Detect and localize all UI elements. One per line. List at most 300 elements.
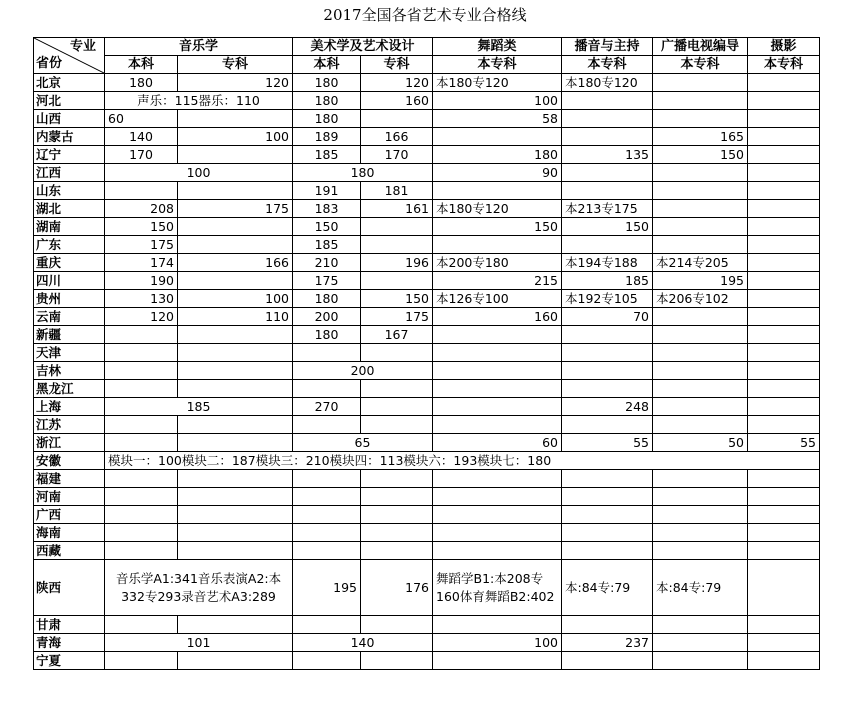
broadcast-cell bbox=[562, 110, 653, 128]
province-cell: 甘肃 bbox=[34, 616, 105, 634]
table-row bbox=[34, 236, 820, 254]
art-bk-cell bbox=[293, 380, 361, 398]
province-cell: 云南 bbox=[34, 308, 105, 326]
table-row bbox=[34, 398, 820, 416]
corner-header-cell bbox=[34, 38, 105, 74]
art-zk-cell: 166 bbox=[361, 128, 433, 146]
dance-cell: 本200专180 bbox=[433, 254, 562, 272]
art-zk-cell bbox=[361, 236, 433, 254]
dance-cell: 150 bbox=[433, 218, 562, 236]
art-bk-cell bbox=[293, 652, 361, 670]
sub-dance: 本专科 bbox=[433, 56, 562, 74]
art-zk-cell bbox=[361, 218, 433, 236]
music-zk-cell: 175 bbox=[178, 200, 293, 218]
province-cell: 浙江 bbox=[34, 434, 105, 452]
art-bk-cell: 150 bbox=[293, 218, 361, 236]
dance-cell bbox=[433, 616, 562, 634]
table-row bbox=[34, 308, 820, 326]
art-bk-cell: 175 bbox=[293, 272, 361, 290]
music-zk-cell bbox=[178, 344, 293, 362]
dance-cell: 本126专100 bbox=[433, 290, 562, 308]
corner-label-major: 专业 bbox=[69, 39, 96, 54]
sub-art-zk: 专科 bbox=[361, 56, 433, 74]
table-row bbox=[34, 634, 820, 652]
art-bk-cell bbox=[293, 524, 361, 542]
dance-cell bbox=[433, 236, 562, 254]
art-zk-cell: 181 bbox=[361, 182, 433, 200]
province-cell: 海南 bbox=[34, 524, 105, 542]
broadcast-cell bbox=[562, 488, 653, 506]
music-bk-cell: 120 bbox=[105, 308, 178, 326]
dance-cell bbox=[433, 128, 562, 146]
dance-cell bbox=[433, 344, 562, 362]
photo-cell bbox=[748, 236, 820, 254]
table-row bbox=[34, 74, 820, 92]
music-bk-cell bbox=[105, 362, 178, 380]
photo-cell bbox=[748, 164, 820, 182]
tv-cell bbox=[653, 362, 748, 380]
tv-cell bbox=[653, 488, 748, 506]
art-zk-cell: 150 bbox=[361, 290, 433, 308]
art-zk-cell: 167 bbox=[361, 326, 433, 344]
province-cell: 贵州 bbox=[34, 290, 105, 308]
dance-cell bbox=[433, 524, 562, 542]
tv-cell bbox=[653, 616, 748, 634]
table-row bbox=[34, 326, 820, 344]
province-cell: 青海 bbox=[34, 634, 105, 652]
broadcast-cell bbox=[562, 616, 653, 634]
photo-cell bbox=[748, 290, 820, 308]
dance-cell bbox=[433, 470, 562, 488]
music-bk-cell: 174 bbox=[105, 254, 178, 272]
music-bk-cell bbox=[105, 616, 178, 634]
art-bk-cell: 180 bbox=[293, 92, 361, 110]
music-bk-cell: 140 bbox=[105, 128, 178, 146]
broadcast-cell bbox=[562, 236, 653, 254]
art-bk-cell bbox=[293, 470, 361, 488]
table-row bbox=[34, 110, 820, 128]
music-bk-cell: 60 bbox=[105, 110, 178, 128]
music-zk-cell bbox=[178, 362, 293, 380]
dance-cell: 100 bbox=[433, 92, 562, 110]
art-bk-cell bbox=[293, 416, 361, 434]
art-zk-cell: 161 bbox=[361, 200, 433, 218]
sub-music-zk: 专科 bbox=[178, 56, 293, 74]
music-zk-cell bbox=[178, 470, 293, 488]
table-row bbox=[34, 506, 820, 524]
province-cell: 广东 bbox=[34, 236, 105, 254]
music-bk-cell bbox=[105, 434, 178, 452]
music-bk-cell bbox=[105, 182, 178, 200]
dance-cell bbox=[433, 506, 562, 524]
music-bk-cell bbox=[105, 380, 178, 398]
music-bk-cell bbox=[105, 326, 178, 344]
module-scores-cell: 模块一：100模块二：187模块三：210模块四：113模块六：193模块七：180 bbox=[105, 452, 820, 470]
province-cell: 湖北 bbox=[34, 200, 105, 218]
photo-cell bbox=[748, 470, 820, 488]
art-zk-cell bbox=[361, 380, 433, 398]
tv-cell bbox=[653, 634, 748, 652]
score-table bbox=[33, 37, 820, 670]
tv-cell bbox=[653, 92, 748, 110]
music-bk-cell: 130 bbox=[105, 290, 178, 308]
art-zk-cell: 170 bbox=[361, 146, 433, 164]
table-row bbox=[34, 452, 820, 470]
music-zk-cell: 100 bbox=[178, 290, 293, 308]
art-zk-cell bbox=[361, 416, 433, 434]
art-zk-cell bbox=[361, 398, 433, 416]
tv-cell bbox=[653, 380, 748, 398]
tv-cell bbox=[653, 344, 748, 362]
art-zk-cell bbox=[361, 110, 433, 128]
photo-cell bbox=[748, 344, 820, 362]
tv-cell bbox=[653, 470, 748, 488]
music-bk-cell bbox=[105, 470, 178, 488]
table-row bbox=[34, 470, 820, 488]
photo-cell bbox=[748, 254, 820, 272]
art-bk-cell: 210 bbox=[293, 254, 361, 272]
table-row bbox=[34, 542, 820, 560]
dance-cell: 215 bbox=[433, 272, 562, 290]
dance-cell: 本180专120 bbox=[433, 74, 562, 92]
music-zk-cell bbox=[178, 416, 293, 434]
photo-cell bbox=[748, 398, 820, 416]
province-cell: 山东 bbox=[34, 182, 105, 200]
table-row bbox=[34, 380, 820, 398]
music-zk-cell bbox=[178, 542, 293, 560]
table-row bbox=[34, 434, 820, 452]
dance-cell: 90 bbox=[433, 164, 562, 182]
dance-cell: 舞蹈学B1:本208专160体育舞蹈B2:402 bbox=[433, 560, 562, 616]
photo-cell bbox=[748, 380, 820, 398]
table-row bbox=[34, 290, 820, 308]
province-cell: 新疆 bbox=[34, 326, 105, 344]
music-bk-cell: 208 bbox=[105, 200, 178, 218]
broadcast-cell bbox=[562, 344, 653, 362]
province-cell: 上海 bbox=[34, 398, 105, 416]
photo-cell bbox=[748, 362, 820, 380]
art-bk-cell: 195 bbox=[293, 560, 361, 616]
header-row-degree bbox=[34, 56, 820, 74]
major-broadcast: 播音与主持 bbox=[562, 38, 653, 56]
broadcast-cell: 本180专120 bbox=[562, 74, 653, 92]
tv-cell bbox=[653, 200, 748, 218]
art-zk-cell bbox=[361, 344, 433, 362]
tv-cell bbox=[653, 182, 748, 200]
photo-cell bbox=[748, 560, 820, 616]
art-bk-cell: 185 bbox=[293, 146, 361, 164]
broadcast-cell bbox=[562, 92, 653, 110]
broadcast-cell: 本194专188 bbox=[562, 254, 653, 272]
table-row bbox=[34, 416, 820, 434]
music-bk-cell: 190 bbox=[105, 272, 178, 290]
province-cell: 河北 bbox=[34, 92, 105, 110]
music-bk-cell bbox=[105, 416, 178, 434]
broadcast-cell bbox=[562, 416, 653, 434]
table-row bbox=[34, 560, 820, 616]
photo-cell bbox=[748, 272, 820, 290]
province-cell: 辽宁 bbox=[34, 146, 105, 164]
art-bk-cell: 180 bbox=[293, 290, 361, 308]
tv-cell bbox=[653, 652, 748, 670]
table-row bbox=[34, 254, 820, 272]
photo-cell bbox=[748, 542, 820, 560]
province-cell: 四川 bbox=[34, 272, 105, 290]
music-zk-cell: 166 bbox=[178, 254, 293, 272]
tv-cell: 本206专102 bbox=[653, 290, 748, 308]
tv-cell: 150 bbox=[653, 146, 748, 164]
art-bk-cell: 180 bbox=[293, 326, 361, 344]
dance-cell: 160 bbox=[433, 308, 562, 326]
art-bk-cell: 180 bbox=[293, 74, 361, 92]
art-bk-cell: 180 bbox=[293, 110, 361, 128]
major-tv: 广播电视编导 bbox=[653, 38, 748, 56]
province-cell: 江西 bbox=[34, 164, 105, 182]
art-zk-cell bbox=[361, 542, 433, 560]
art-bk-cell bbox=[293, 344, 361, 362]
music-zk-cell bbox=[178, 272, 293, 290]
music-zk-cell: 110 bbox=[178, 308, 293, 326]
music-zk-cell bbox=[178, 380, 293, 398]
tv-cell bbox=[653, 110, 748, 128]
broadcast-cell: 135 bbox=[562, 146, 653, 164]
broadcast-cell bbox=[562, 506, 653, 524]
music-zk-cell bbox=[178, 218, 293, 236]
music-bk-cell bbox=[105, 506, 178, 524]
music-bk-cell: 170 bbox=[105, 146, 178, 164]
art-bk-cell bbox=[293, 488, 361, 506]
dance-cell bbox=[433, 326, 562, 344]
dance-cell bbox=[433, 416, 562, 434]
sub-music-bk: 本科 bbox=[105, 56, 178, 74]
music-merged-cell: 音乐学A1:341音乐表演A2:本332专293录音艺术A3:289 bbox=[105, 560, 293, 616]
photo-cell bbox=[748, 218, 820, 236]
art-zk-cell bbox=[361, 470, 433, 488]
dance-cell: 60 bbox=[433, 434, 562, 452]
province-cell: 吉林 bbox=[34, 362, 105, 380]
music-bk-cell: 180 bbox=[105, 74, 178, 92]
sub-art-bk: 本科 bbox=[293, 56, 361, 74]
music-bk-cell bbox=[105, 344, 178, 362]
dance-cell: 100 bbox=[433, 634, 562, 652]
province-cell: 江苏 bbox=[34, 416, 105, 434]
art-bk-cell: 185 bbox=[293, 236, 361, 254]
art-zk-cell: 196 bbox=[361, 254, 433, 272]
broadcast-cell bbox=[562, 326, 653, 344]
art-bk-cell bbox=[293, 542, 361, 560]
broadcast-cell: 237 bbox=[562, 634, 653, 652]
music-zk-cell bbox=[178, 652, 293, 670]
music-merged-cell: 185 bbox=[105, 398, 293, 416]
table-row bbox=[34, 488, 820, 506]
province-cell: 广西 bbox=[34, 506, 105, 524]
music-zk-cell bbox=[178, 146, 293, 164]
music-merged-cell: 100 bbox=[105, 164, 293, 182]
art-bk-cell: 191 bbox=[293, 182, 361, 200]
art-bk-cell bbox=[293, 616, 361, 634]
broadcast-cell bbox=[562, 652, 653, 670]
province-cell: 河南 bbox=[34, 488, 105, 506]
major-art: 美术学及艺术设计 bbox=[293, 38, 433, 56]
dance-cell bbox=[433, 542, 562, 560]
broadcast-cell: 本192专105 bbox=[562, 290, 653, 308]
sub-tv: 本专科 bbox=[653, 56, 748, 74]
art-zk-cell bbox=[361, 272, 433, 290]
tv-cell: 50 bbox=[653, 434, 748, 452]
province-cell: 黑龙江 bbox=[34, 380, 105, 398]
photo-cell bbox=[748, 326, 820, 344]
photo-cell bbox=[748, 416, 820, 434]
tv-cell bbox=[653, 542, 748, 560]
table-row bbox=[34, 344, 820, 362]
photo-cell bbox=[748, 616, 820, 634]
province-cell: 天津 bbox=[34, 344, 105, 362]
art-merged-cell: 180 bbox=[293, 164, 433, 182]
table-row bbox=[34, 218, 820, 236]
music-zk-cell bbox=[178, 616, 293, 634]
table-row bbox=[34, 616, 820, 634]
art-merged-cell: 65 bbox=[293, 434, 433, 452]
photo-cell bbox=[748, 652, 820, 670]
art-zk-cell bbox=[361, 506, 433, 524]
broadcast-cell bbox=[562, 524, 653, 542]
music-bk-cell bbox=[105, 488, 178, 506]
art-zk-cell: 120 bbox=[361, 74, 433, 92]
province-cell: 内蒙古 bbox=[34, 128, 105, 146]
music-bk-cell bbox=[105, 652, 178, 670]
province-cell: 北京 bbox=[34, 74, 105, 92]
music-zk-cell bbox=[178, 488, 293, 506]
dance-cell: 58 bbox=[433, 110, 562, 128]
music-zk-cell bbox=[178, 326, 293, 344]
dance-cell: 180 bbox=[433, 146, 562, 164]
sub-broadcast: 本专科 bbox=[562, 56, 653, 74]
tv-cell: 195 bbox=[653, 272, 748, 290]
art-zk-cell bbox=[361, 616, 433, 634]
province-cell: 陕西 bbox=[34, 560, 105, 616]
province-cell: 福建 bbox=[34, 470, 105, 488]
music-zk-cell bbox=[178, 236, 293, 254]
table-row bbox=[34, 524, 820, 542]
broadcast-cell bbox=[562, 380, 653, 398]
broadcast-cell bbox=[562, 362, 653, 380]
music-bk-cell bbox=[105, 524, 178, 542]
tv-cell: 本:84专:79 bbox=[653, 560, 748, 616]
corner-label-province: 省份 bbox=[36, 56, 63, 71]
tv-cell bbox=[653, 236, 748, 254]
broadcast-cell: 55 bbox=[562, 434, 653, 452]
photo-cell bbox=[748, 128, 820, 146]
dance-cell bbox=[433, 362, 562, 380]
art-zk-cell: 176 bbox=[361, 560, 433, 616]
page-title: 2017全国各省艺术专业合格线 bbox=[323, 6, 527, 24]
header-row-majors bbox=[34, 38, 820, 56]
dance-cell bbox=[433, 488, 562, 506]
tv-cell bbox=[653, 308, 748, 326]
province-cell: 西藏 bbox=[34, 542, 105, 560]
province-cell: 宁夏 bbox=[34, 652, 105, 670]
tv-cell bbox=[653, 524, 748, 542]
music-zk-cell bbox=[178, 506, 293, 524]
tv-cell bbox=[653, 506, 748, 524]
photo-cell bbox=[748, 146, 820, 164]
province-cell: 湖南 bbox=[34, 218, 105, 236]
broadcast-cell bbox=[562, 128, 653, 146]
photo-cell bbox=[748, 200, 820, 218]
art-zk-cell bbox=[361, 524, 433, 542]
dance-cell bbox=[433, 380, 562, 398]
music-zk-cell bbox=[178, 524, 293, 542]
dance-cell bbox=[433, 182, 562, 200]
music-zk-cell: 100 bbox=[178, 128, 293, 146]
art-bk-cell: 189 bbox=[293, 128, 361, 146]
broadcast-cell: 185 bbox=[562, 272, 653, 290]
music-bk-cell: 150 bbox=[105, 218, 178, 236]
music-zk-cell: 120 bbox=[178, 74, 293, 92]
photo-cell bbox=[748, 634, 820, 652]
dance-cell bbox=[433, 398, 562, 416]
music-bk-cell bbox=[105, 542, 178, 560]
broadcast-cell bbox=[562, 164, 653, 182]
broadcast-cell bbox=[562, 542, 653, 560]
table-row bbox=[34, 182, 820, 200]
table-row bbox=[34, 128, 820, 146]
art-zk-cell bbox=[361, 488, 433, 506]
dance-cell bbox=[433, 652, 562, 670]
music-merged-cell: 101 bbox=[105, 634, 293, 652]
tv-cell bbox=[653, 218, 748, 236]
dance-cell: 本180专120 bbox=[433, 200, 562, 218]
tv-cell: 165 bbox=[653, 128, 748, 146]
photo-cell bbox=[748, 308, 820, 326]
province-cell: 山西 bbox=[34, 110, 105, 128]
photo-cell bbox=[748, 74, 820, 92]
province-cell: 重庆 bbox=[34, 254, 105, 272]
music-zk-cell bbox=[178, 434, 293, 452]
tv-cell bbox=[653, 398, 748, 416]
tv-cell bbox=[653, 416, 748, 434]
broadcast-cell: 本213专175 bbox=[562, 200, 653, 218]
table-row bbox=[34, 272, 820, 290]
photo-cell bbox=[748, 182, 820, 200]
art-zk-cell: 175 bbox=[361, 308, 433, 326]
table-row bbox=[34, 146, 820, 164]
major-music: 音乐学 bbox=[105, 38, 293, 56]
table-row bbox=[34, 200, 820, 218]
table-row bbox=[34, 362, 820, 380]
sub-photo: 本专科 bbox=[748, 56, 820, 74]
art-zk-cell bbox=[361, 652, 433, 670]
art-bk-cell: 183 bbox=[293, 200, 361, 218]
music-bk-cell: 175 bbox=[105, 236, 178, 254]
tv-cell bbox=[653, 326, 748, 344]
tv-cell: 本214专205 bbox=[653, 254, 748, 272]
tv-cell bbox=[653, 164, 748, 182]
table-row bbox=[34, 652, 820, 670]
photo-cell bbox=[748, 488, 820, 506]
art-merged-cell: 200 bbox=[293, 362, 433, 380]
major-photo: 摄影 bbox=[748, 38, 820, 56]
broadcast-cell: 248 bbox=[562, 398, 653, 416]
province-cell: 安徽 bbox=[34, 452, 105, 470]
photo-cell bbox=[748, 506, 820, 524]
photo-cell bbox=[748, 524, 820, 542]
broadcast-cell: 本:84专:79 bbox=[562, 560, 653, 616]
table-row bbox=[34, 92, 820, 110]
broadcast-cell: 150 bbox=[562, 218, 653, 236]
music-zk-cell bbox=[178, 182, 293, 200]
art-bk-cell: 270 bbox=[293, 398, 361, 416]
